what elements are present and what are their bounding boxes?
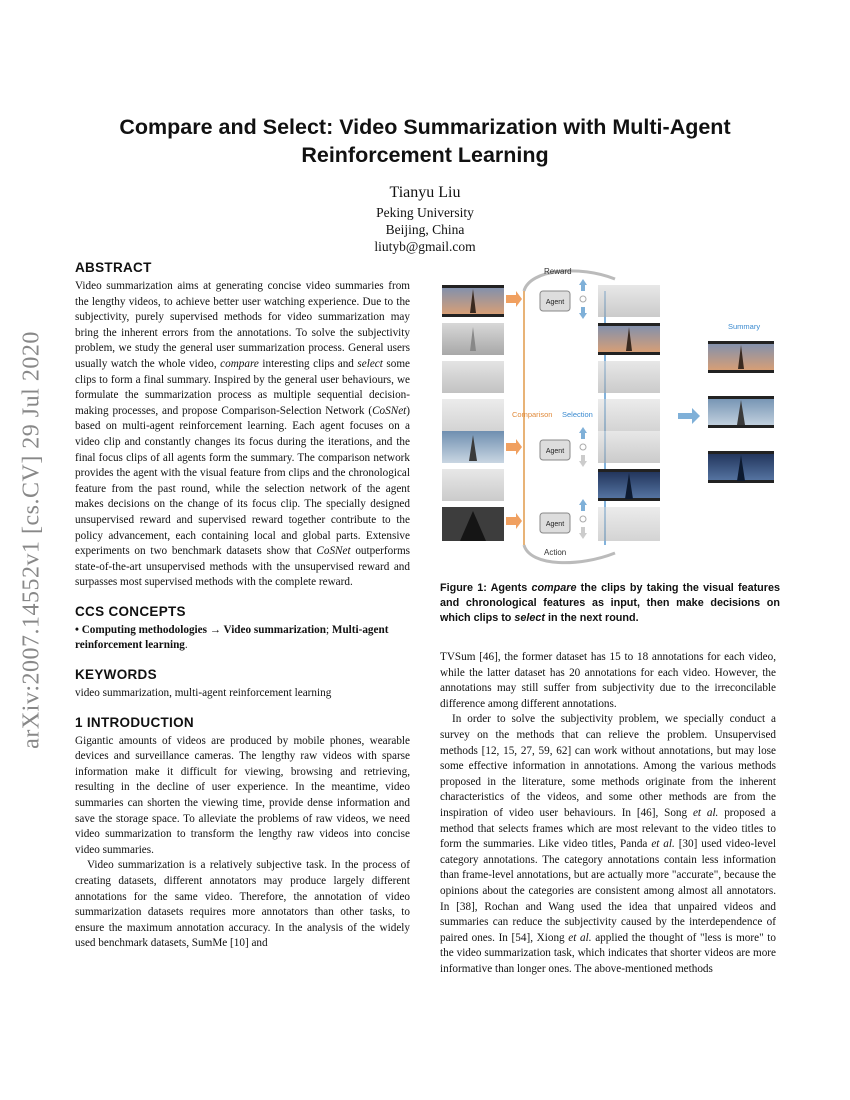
ccs-text: • Computing methodologies → Video summarization; Multi-agent reinforcement learning. (75, 623, 389, 652)
figure-caption: Figure 1: Agents compare the clips by taking the visual features and chronological features as input, then make decisions on which clips to select in the next round. (440, 582, 780, 624)
author-block (225, 182, 625, 255)
summary-clips (708, 341, 774, 483)
agent-box-1 (540, 291, 570, 311)
selection-label: Selection (562, 410, 593, 419)
keywords-heading: KEYWORDS (75, 667, 157, 683)
decision-arrows (579, 279, 587, 539)
summary-arrow (678, 408, 700, 424)
author-location: Beijing, China (385, 222, 465, 237)
ccs-heading: CCS CONCEPTS (75, 603, 186, 619)
author-email: liutyb@gmail.com (374, 239, 476, 254)
ccs-section (75, 604, 410, 654)
abstract-section (75, 260, 410, 591)
author-name: Tianyu Liu (389, 184, 461, 201)
action-label: Action (544, 548, 567, 557)
title-line-2: Reinforcement Learning (301, 143, 549, 167)
intro-paragraph-1: Gigantic amounts of videos are produced by mobile phones, wearable devices and surveillance cameras. The lengthy raw videos with sparse information make it difficult for viewing, browsing and retrieving, resulting in the decline of user experience. In the meantime, video summaries can shorten the viewing time, provide dense information and save the storage space. To alleviate the problems of raw videos, we need video summarization to transform the lengthy raw videos into concise video summaries. (75, 734, 410, 856)
left-column (75, 260, 410, 952)
agent-box-3 (540, 513, 570, 533)
agent-label-2: Agent (545, 448, 565, 455)
abstract-heading: ABSTRACT (75, 260, 152, 275)
left-clip-column (442, 285, 504, 541)
arxiv-watermark (14, 300, 50, 780)
intro-paragraph-2: Video summarization is a relatively subjective task. In the process of creating datasets, different annotators may produce largely different annotations for the same video. Therefore, the annotation of video summarization datasets requires more annotators than other tasks, to ensure the maximum annotation accuracy. In the analysis of the widely used benchmark datasets, SumMe [10] and (75, 859, 410, 950)
introduction-section (75, 715, 410, 952)
keywords-section (75, 667, 410, 702)
right-clip-column (598, 285, 660, 541)
introduction-heading: 1 INTRODUCTION (75, 714, 194, 730)
agent-box-2 (540, 440, 570, 460)
figure-1 (440, 255, 780, 575)
reward-label: Reward (544, 267, 572, 276)
right-paragraph-1: TVSum [46], the former dataset has 15 to 18 annotations for each video, while the latter dataset has 20 annotations for each video. However, the annotations may still suffer from subjectivity due to the irreconcilable difference among different annotations. (440, 651, 776, 710)
right-paragraph-2: In order to solve the subjectivity problem, we specially conduct a survey on the methods that can relieve the problem. Unsupervised methods [12, 15, 27, 59, 62] can work without annotations, but may lose some effective information in annotations. Among the various methods proposed in the literature, some methods originate from the inherent characteristics of the videos, and some other methods are from the inspiration of video user behaviours. In [46], Song et al. proposed a method that selects frames which are most relevant to the video titles to form the summaries. Like video titles, Panda et al. [30] used video-level category annotations. The category annotations contain less information than frame-level annotations, but are actually more "accurate", because the opinions about the categories are consistent among almost all annotators. In [38], Rochan and Wang used the idea that unpaired videos and summaries can reduce the subjectivity caused by the interdependence of paired ones. In [54], Xiong et al. applied the thought of "less is more" to the video summarization task, which indicates that shorter videos are more informative than longer ones. The above-mentioned methods (440, 713, 777, 975)
figure-diagram (440, 255, 780, 575)
agent-label-3: Agent (545, 521, 565, 528)
arxiv-id: arXiv:2007.14552v1 [cs.CV] 29 Jul 2020 (18, 331, 45, 749)
right-column (440, 650, 776, 977)
abstract-text: Video summarization aims at generating concise video summaries from the lengthy videos, to achieve better user watching experience. Due to the subjectivity, purely supervised methods for video summarization may bring the inherent errors from the annotations. To solve the subjectivity problem, we study the general user summarization process. General users usually watch the whole video, compare interesting clips and select some clips to form a final summary. Inspired by the general user behaviours, we formulate the summarization process as multiple sequential decision-making processes, and propose Comparison-Selection Network (CoSNet) based on multi-agent reinforcement learning. Each agent focuses on a video clip and constantly changes its focus during the iterations, and the final focus clips of all agents form the summary. The comparison network provides the agent with the visual feature from clips and the chronological feature from the past round, while the selection network of the agent makes decisions on the change of its focus clip. The specially designed unsupervised reward and supervised reward together contribute to the policy advancement, each containing local and global parts. Extensive experiments on two benchmark datasets show that CoSNet outperforms state-of-the-art unsupervised methods with the unsupervised reward and surpasses most supervised methods with the complete reward. (75, 280, 411, 589)
comparison-label: Comparison (512, 410, 553, 419)
summary-label: Summary (728, 322, 761, 331)
title-line-1: Compare and Select: Video Summarization with Multi-Agent (119, 115, 731, 139)
keywords-text: video summarization, multi-agent reinforcement learning (75, 687, 332, 700)
agent-label-1: Agent (545, 299, 565, 306)
paper-title (70, 113, 780, 169)
author-affiliation: Peking University (376, 205, 474, 220)
